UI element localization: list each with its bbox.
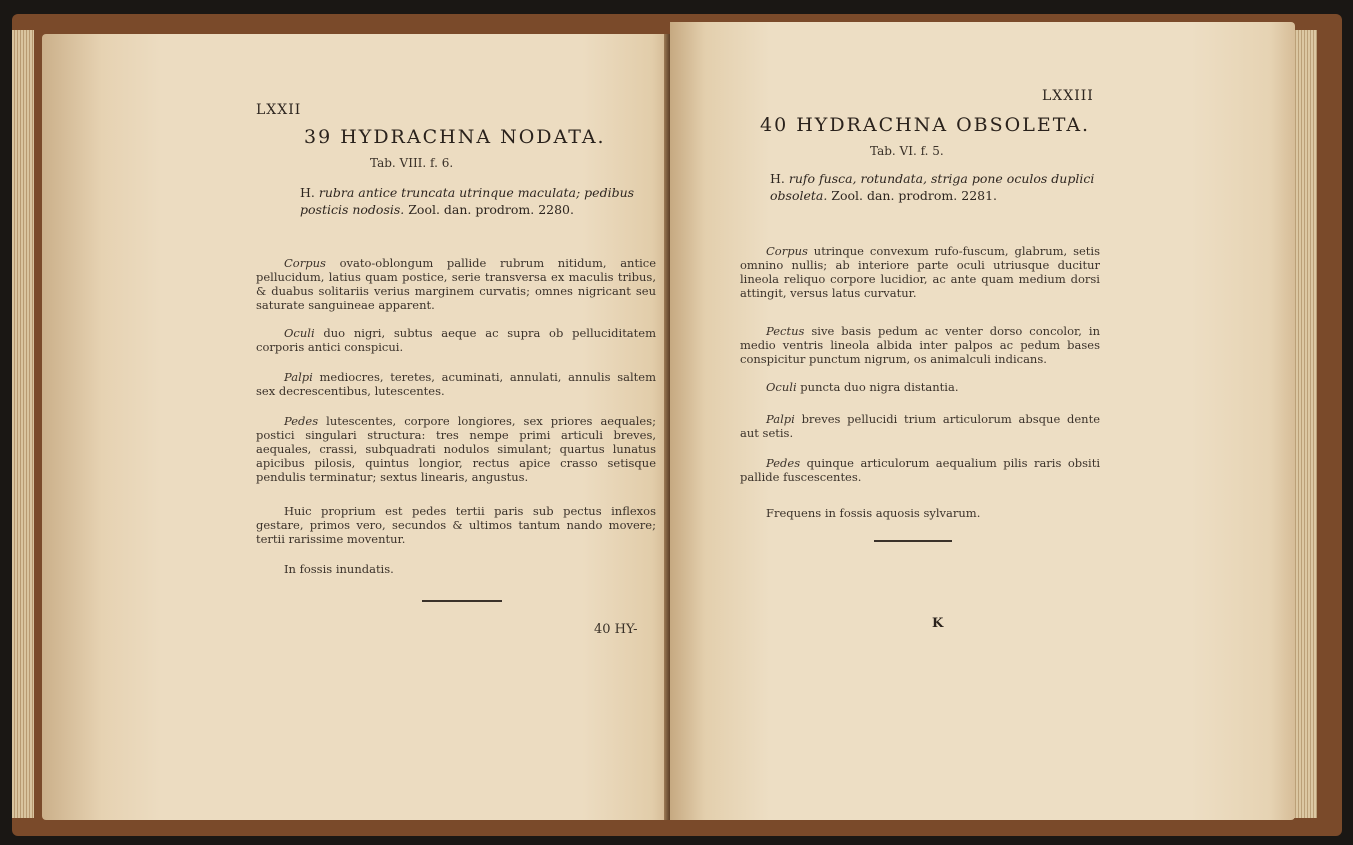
running-head: LXXII [256, 102, 302, 118]
diagnosis-ref: Zool. dan. prodrom. 2280. [408, 202, 574, 217]
paragraph-palpi [740, 412, 1100, 440]
right-page [670, 22, 1295, 820]
paragraph-lead: Corpus [284, 256, 326, 270]
section-rule [422, 600, 502, 602]
plate-reference: Tab. VI. f. 5. [870, 144, 944, 158]
paragraph-text: mediocres, teretes, acuminati, annulati, annulis saltem sex decrescentibus, lutescentes. [256, 370, 657, 398]
paragraph-lead: Oculi [766, 380, 797, 394]
paragraph-habitat [766, 506, 980, 520]
running-head: LXXIII [1042, 88, 1094, 104]
paragraph-oculi [256, 326, 656, 354]
paragraph-lead: Palpi [284, 370, 313, 384]
page-edges-right [1293, 30, 1317, 818]
paragraph-text: utrinque convexum rufo-fuscum, glabrum, setis omnino nullis; ab interiore parte oculi utriusque ducitur lineola reliquo corpore lucidior, ac ante quam medium dorsi attingit, versus latus curvatur. [740, 244, 1101, 300]
diagnosis-abbr: H. [300, 185, 315, 200]
paragraph-lead: Pedes [766, 456, 801, 470]
paragraph-text: sive basis pedum ac venter dorso concolor, in medio ventris lineola albida inter palpos ac pedum bases conspicitur punctum nigrum, os animalculi indicans. [740, 324, 1101, 366]
printer-signature: K [932, 616, 944, 631]
paragraph-text: ovato-oblongum pallide rubrum nitidum, antice pellucidum, latius quam postice, serie transversa ex maculis tribus, & duabus solitariis verius marginem curvatis; omnes nigricant seu saturate sanguineae apparent. [256, 256, 656, 312]
paragraph-lead: Pectus [766, 324, 805, 338]
diagnosis-text: rufo fusca, rotundata, striga pone oculos duplici obsoleta. [770, 171, 1095, 203]
left-page [42, 34, 680, 820]
paragraph-text: lutescentes, corpore longiores, sex priores aequales; postici singulari structura: tres nempe primi articuli breves, aequales, crassi, subquadrati nodulos simulant; quartus lunatus apicibus pilosis, quintus longior, rectus apice crasso setisque pendulis terminatur; sextus linearis, angustus. [256, 414, 657, 484]
paragraph-text: In fossis inundatis. [284, 562, 394, 576]
paragraph-text: Frequens in fossis aquosis sylvarum. [766, 506, 981, 520]
diagnosis [770, 170, 1100, 204]
diagnosis [300, 184, 650, 218]
paragraph-lead: Oculi [284, 326, 315, 340]
page-edges-left [12, 30, 34, 818]
paragraph-text: Huic proprium est pedes tertii paris sub pectus inflexos gestare, primos vero, secundos & ultimos tantum nando movere; tertii rarissime moventur. [256, 504, 656, 546]
paragraph-lead: Pedes [284, 414, 319, 428]
paragraph-corpus [740, 244, 1100, 300]
paragraph-text: puncta duo nigra distantia. [800, 380, 959, 394]
section-rule [874, 540, 952, 542]
paragraph-palpi [256, 370, 656, 398]
paragraph-text: quinque articulorum aequalium pilis raris obsiti pallide fuscescentes. [740, 456, 1100, 484]
page-title: 40 HYDRACHNA OBSOLETA. [760, 114, 1091, 136]
paragraph-text: duo nigri, subtus aeque ac supra ob pelluciditatem corporis antici conspicui. [256, 326, 656, 354]
paragraph-pedes [740, 456, 1100, 484]
paragraph-lead: Corpus [766, 244, 808, 258]
paragraph-lead: Palpi [766, 412, 795, 426]
page-title: 39 HYDRACHNA NODATA. [304, 126, 606, 148]
paragraph-habitat [284, 562, 394, 576]
diagnosis-text: rubra antice truncata utrinque maculata; pedibus posticis nodosis. [300, 185, 635, 217]
paragraph-pedes [256, 414, 656, 484]
diagnosis-ref: Zool. dan. prodrom. 2281. [831, 188, 998, 203]
paragraph-corpus [256, 256, 656, 312]
catchword: 40 HY- [594, 622, 638, 637]
paragraph-huic [256, 504, 656, 546]
diagnosis-abbr: H. [770, 171, 785, 186]
plate-reference: Tab. VIII. f. 6. [370, 156, 454, 170]
paragraph-oculi [740, 380, 1100, 394]
paragraph-pectus [740, 324, 1100, 366]
paragraph-text: breves pellucidi trium articulorum absque dente aut setis. [740, 412, 1101, 440]
